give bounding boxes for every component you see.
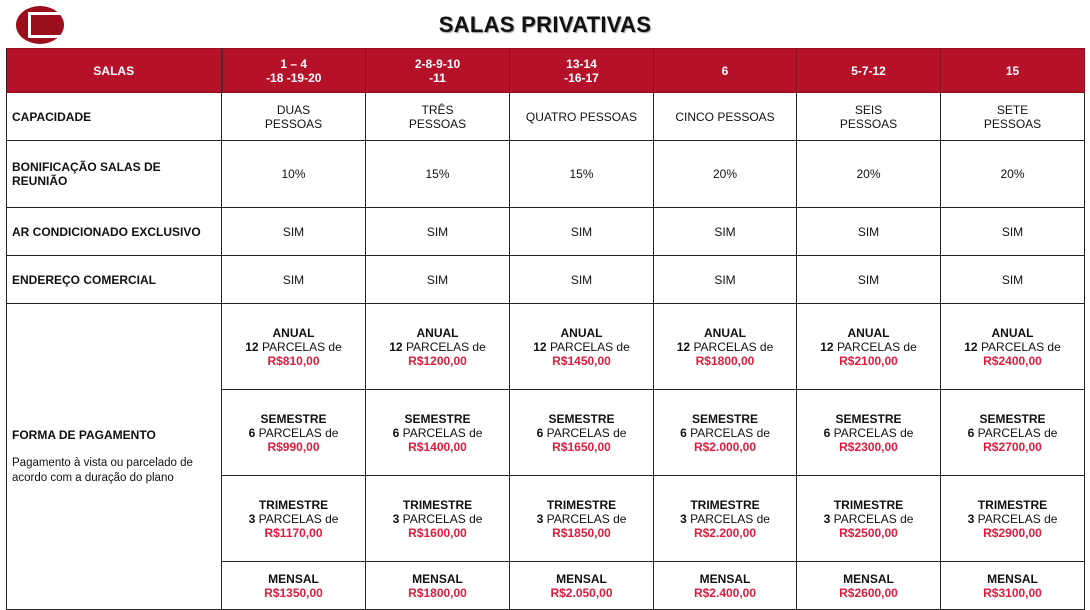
plan-parcelas: PARCELAS de [690, 425, 770, 440]
plan-parcelas: PARCELAS de [833, 425, 914, 440]
plan-cell [366, 304, 510, 390]
plan-count: 12 [820, 339, 834, 354]
plan-name: ANUAL [991, 325, 1034, 340]
table-cell: SIM [222, 208, 366, 256]
plan-cell [797, 562, 941, 610]
plan-price: R$1400,00 [408, 439, 467, 454]
plan-name: ANUAL [847, 325, 890, 340]
plan-cell [510, 562, 654, 610]
table-cell: TRÊS PESSOAS [366, 93, 510, 141]
plan-parcelas: PARCELAS de [402, 511, 483, 526]
plan-price: R$2.000,00 [693, 439, 757, 454]
table-cell: SIM [222, 256, 366, 304]
plan-name: ANUAL [704, 325, 746, 340]
plan-cell [222, 304, 366, 390]
plan-parcelas: PARCELAS de [549, 339, 630, 354]
row-anual [7, 304, 1085, 390]
table-cell: 15% [510, 141, 654, 208]
plan-price: R$810,00 [267, 353, 320, 368]
header-col-6: 15 [941, 49, 1085, 93]
plan-count: 12 [245, 339, 259, 354]
plan-name: TRIMESTRE [690, 497, 760, 512]
plan-price: R$1170,00 [264, 525, 323, 540]
plan-parcelas: PARCELAS de [980, 339, 1061, 354]
row-label: CAPACIDADE [7, 93, 222, 141]
row-label: AR CONDICIONADO EXCLUSIVO [7, 208, 222, 256]
row-capacidade [7, 93, 1085, 141]
plan-count: 12 [389, 339, 403, 354]
header-col-4: 6 [654, 49, 797, 93]
table-cell: DUAS PESSOAS [222, 93, 366, 141]
plan-name: ANUAL [416, 325, 459, 340]
plan-price: R$1800,00 [695, 353, 755, 368]
plan-cell [366, 390, 510, 476]
row-bonificacao [7, 141, 1085, 208]
plan-cell [797, 304, 941, 390]
plan-name: MENSAL [843, 571, 894, 586]
plan-cell [222, 476, 366, 562]
plan-parcelas: PARCELAS de [258, 511, 339, 526]
plan-cell [941, 476, 1085, 562]
plan-name: MENSAL [699, 571, 751, 586]
row-label: ENDEREÇO COMERCIAL [7, 256, 222, 304]
table-cell: SIM [797, 208, 941, 256]
table-cell: 20% [797, 141, 941, 208]
page-title: SALAS PRIVATIVAS [438, 12, 652, 37]
row-ar-condicionado [7, 208, 1085, 256]
plan-parcelas: PARCELAS de [402, 425, 483, 440]
plan-parcelas: PARCELAS de [546, 511, 627, 526]
plan-parcelas: PARCELAS de [693, 339, 774, 354]
plan-count: 3 [536, 511, 544, 526]
plan-price: R$1350,00 [264, 585, 323, 600]
plan-price: R$1200,00 [408, 353, 467, 368]
plan-price: R$3100,00 [983, 585, 1042, 600]
table-cell: SEIS PESSOAS [797, 93, 941, 141]
rooms-table [6, 48, 1085, 610]
plan-price: R$1650,00 [552, 439, 611, 454]
plan-price: R$1600,00 [408, 525, 467, 540]
table-cell: 10% [222, 141, 366, 208]
plan-price: R$2500,00 [839, 525, 898, 540]
payment-label-cell [7, 304, 222, 610]
plan-count: 6 [967, 425, 975, 440]
plan-cell [941, 304, 1085, 390]
table-cell: SIM [797, 256, 941, 304]
plan-price: R$1800,00 [408, 585, 467, 600]
plan-name: TRIMESTRE [977, 497, 1048, 512]
plan-parcelas: PARCELAS de [405, 339, 486, 354]
plan-count: 12 [533, 339, 547, 354]
plan-name: MENSAL [412, 571, 463, 586]
plan-price: R$990,00 [267, 439, 320, 454]
plan-cell [654, 390, 797, 476]
plan-cell [510, 304, 654, 390]
header-row [7, 49, 1085, 93]
table-cell: SIM [941, 208, 1085, 256]
plan-parcelas: PARCELAS de [690, 511, 770, 526]
table-cell: 15% [366, 141, 510, 208]
payment-label: FORMA DE PAGAMENTO [12, 427, 156, 442]
plan-count: 6 [680, 425, 687, 440]
plan-name: TRIMESTRE [402, 497, 473, 512]
plan-count: 12 [676, 339, 691, 354]
header-col-1: 1 – 4 -18 -19-20 [222, 49, 366, 93]
plan-name: TRIMESTRE [833, 497, 904, 512]
header-col-2: 2-8-9-10 -11 [366, 49, 510, 93]
plan-count: 3 [248, 511, 256, 526]
table-cell: SIM [510, 208, 654, 256]
plan-price: R$2400,00 [983, 353, 1042, 368]
plan-count: 3 [392, 511, 400, 526]
plan-name: ANUAL [272, 325, 315, 340]
plan-parcelas: PARCELAS de [977, 425, 1058, 440]
table-cell: QUATRO PESSOAS [510, 93, 654, 141]
table-cell: SIM [654, 208, 797, 256]
plan-cell [797, 390, 941, 476]
plan-cell [510, 390, 654, 476]
plan-parcelas: PARCELAS de [261, 339, 342, 354]
row-endereco [7, 256, 1085, 304]
plan-cell [654, 304, 797, 390]
plan-price: R$1850,00 [552, 525, 611, 540]
plan-parcelas: PARCELAS de [546, 425, 627, 440]
plan-cell [654, 476, 797, 562]
plan-name: MENSAL [987, 571, 1038, 586]
plan-count: 6 [823, 425, 831, 440]
plan-price: R$2100,00 [839, 353, 898, 368]
table-cell: SIM [366, 208, 510, 256]
table-cell: SIM [941, 256, 1085, 304]
plan-price: R$2700,00 [983, 439, 1042, 454]
plan-parcelas: PARCELAS de [258, 425, 339, 440]
plan-count: 6 [536, 425, 544, 440]
plan-count: 3 [680, 511, 687, 526]
plan-cell [222, 390, 366, 476]
header-col-5: 5-7-12 [797, 49, 941, 93]
plan-price: R$2900,00 [983, 525, 1042, 540]
plan-name: SEMESTRE [548, 411, 615, 426]
plan-price: R$2.200,00 [693, 525, 757, 540]
plan-name: SEMESTRE [260, 411, 327, 426]
plan-name: ANUAL [560, 325, 603, 340]
plan-cell [510, 476, 654, 562]
table-cell: SIM [366, 256, 510, 304]
plan-cell [366, 476, 510, 562]
table-cell: SETE PESSOAS [941, 93, 1085, 141]
plan-count: 12 [964, 339, 978, 354]
plan-price: R$2600,00 [839, 585, 898, 600]
plan-cell [941, 390, 1085, 476]
table-cell: 20% [654, 141, 797, 208]
plan-name: SEMESTRE [835, 411, 902, 426]
payment-note: Pagamento à vista ou parcelado de acordo com a duração do plano [12, 456, 193, 484]
plan-price: R$2.050,00 [550, 585, 613, 600]
plan-name: SEMESTRE [404, 411, 471, 426]
table-cell: SIM [510, 256, 654, 304]
plan-count: 3 [823, 511, 831, 526]
plan-cell [797, 476, 941, 562]
plan-name: SEMESTRE [979, 411, 1046, 426]
table-cell: 20% [941, 141, 1085, 208]
plan-name: SEMESTRE [691, 411, 758, 426]
plan-name: MENSAL [268, 571, 319, 586]
plan-price: R$2.400,00 [693, 585, 757, 600]
plan-count: 6 [248, 425, 256, 440]
table-cell: CINCO PESSOAS [654, 93, 797, 141]
header-col-3: 13-14 -16-17 [510, 49, 654, 93]
table-cell: SIM [654, 256, 797, 304]
plan-parcelas: PARCELAS de [977, 511, 1058, 526]
plan-name: MENSAL [556, 571, 607, 586]
plan-name: TRIMESTRE [546, 497, 617, 512]
plan-price: R$2300,00 [839, 439, 898, 454]
plan-parcelas: PARCELAS de [833, 511, 914, 526]
plan-cell [654, 562, 797, 610]
row-label: BONIFICAÇÃO SALAS DE REUNIÃO [7, 141, 222, 208]
plan-cell [366, 562, 510, 610]
plan-parcelas: PARCELAS de [836, 339, 917, 354]
plan-count: 6 [392, 425, 400, 440]
plan-count: 3 [967, 511, 975, 526]
plan-price: R$1450,00 [552, 353, 611, 368]
plan-cell [941, 562, 1085, 610]
plan-cell [222, 562, 366, 610]
header-salas: SALAS [7, 49, 222, 93]
plan-name: TRIMESTRE [258, 497, 329, 512]
